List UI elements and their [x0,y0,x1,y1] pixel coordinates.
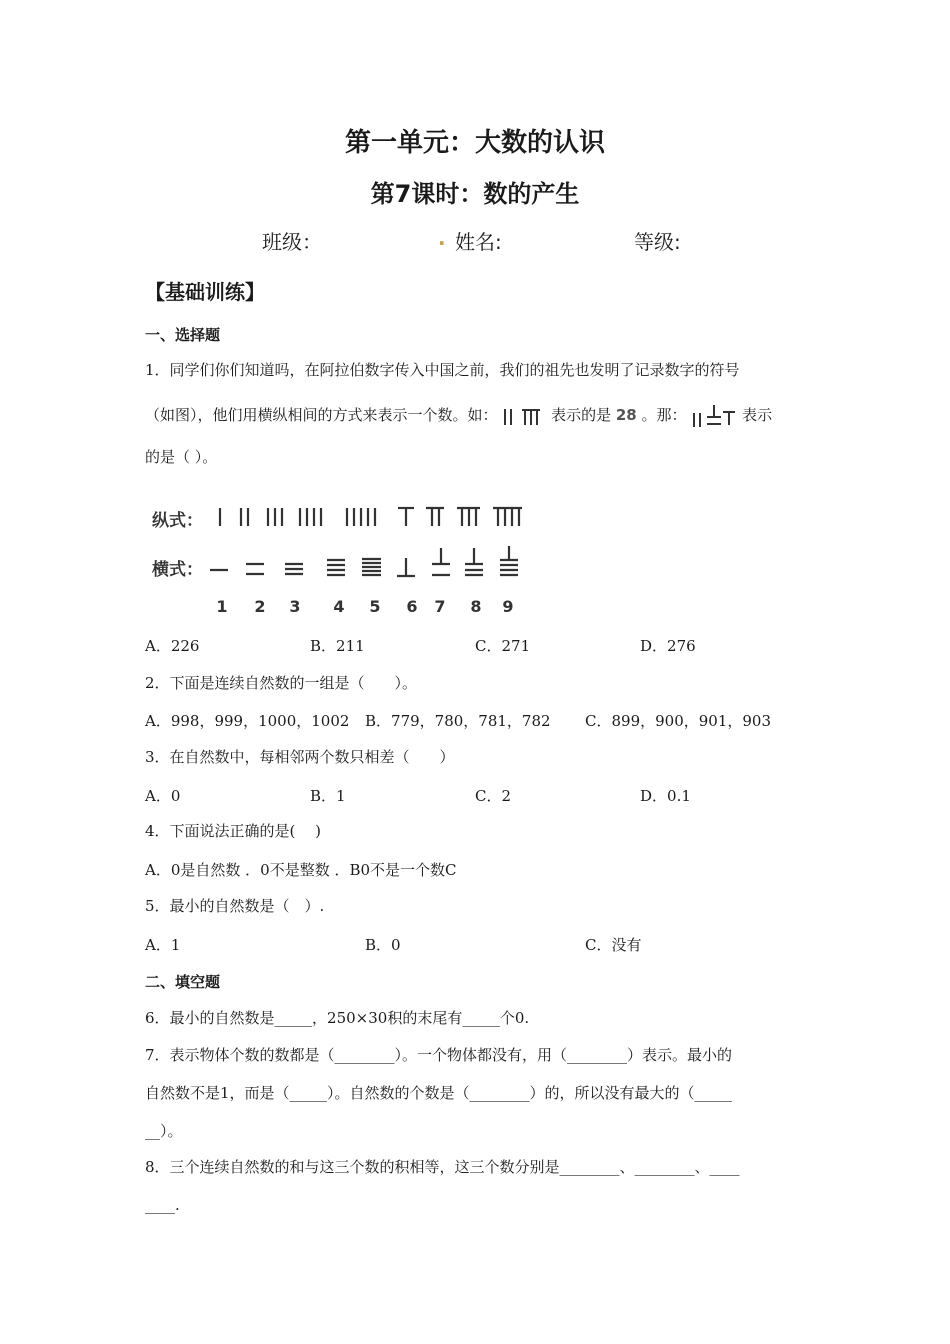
q1-line1: 1．同学们你们知道吗，在阿拉伯数字传入中国之前，我们的祖先也发明了记录数字的符号 [145,361,740,379]
q1-option-c[interactable]: C．271 [475,637,531,655]
q2-text: 2．下面是连续自然数的一组是（ ）。 [145,674,418,692]
rod-numeral-question-icon [691,403,737,429]
separator-dot: . [438,226,446,250]
name-label: 姓名: [455,230,502,254]
digit-label: 7 [434,597,446,616]
q3-option-a[interactable]: A．0 [145,787,181,805]
digit-label: 8 [470,597,482,616]
q8-line1: 8．三个连续自然数的和与这三个数的积相等，这三个数分别是________、________、____ [145,1158,740,1176]
grade-label: 等级: [634,230,681,254]
q8-line2: ____. [145,1196,180,1214]
page-title: 第一单元：大数的认识 [344,128,605,158]
rod-numeral-28-icon [502,406,546,426]
q5-option-c[interactable]: C．没有 [585,936,642,954]
q1-line2-d: 表示 [742,406,773,424]
digit-label: 6 [406,597,418,616]
q3-option-b[interactable]: B．1 [310,787,346,805]
horizontal-rods [210,546,518,576]
q7-line3: __）。 [145,1122,183,1140]
lesson-subtitle: 第7课时：数的产生 [370,180,580,208]
q3-text: 3．在自然数中，每相邻两个数只相差（ ） [145,748,455,766]
choice-heading: 一、选择题 [145,326,221,344]
vertical-label: 纵式： [152,511,203,531]
q1-option-a[interactable]: A．226 [145,637,200,655]
q1-line2-c: 。那： [641,406,687,424]
horizontal-label: 横式： [152,560,203,580]
q1-option-b[interactable]: B．211 [310,637,365,655]
class-label: 班级： [262,230,322,254]
q5-option-b[interactable]: B．0 [365,936,401,954]
q2-option-b[interactable]: B．779，780，781，782 [365,712,551,730]
example-value: 28 [615,406,637,424]
q1-line2-a: （如图），他们用横纵相间的方式来表示一个数。如： [145,406,498,424]
q1-line2 [145,403,772,429]
fill-blank-heading: 二、填空题 [145,973,221,991]
q5-option-a[interactable]: A．1 [145,936,181,954]
digit-labels [216,597,513,616]
q7-line2: 自然数不是1，而是（_____）。自然数的个数是（________）的，所以没有最大的（_____ [145,1084,733,1102]
q1-line2-b: 表示的是 [551,406,612,424]
q7-line1: 7．表示物体个数的数都是（________）。一个物体都没有，用（________）表示。最小的 [145,1046,733,1064]
q2-option-a[interactable]: A．998，999，1000，1002 [145,712,350,730]
q4-options[interactable]: A．0是自然数 ．0不是整数 ．B0不是一个数C [145,861,457,879]
q4-text: 4．下面说法正确的是( ) [145,822,322,840]
q5-text: 5．最小的自然数是（ ）. [145,897,325,915]
digit-label: 9 [502,597,514,616]
q1-line3: 的是（ ）。 [145,448,218,466]
digit-label: 1 [216,597,228,616]
q3-option-c[interactable]: C．2 [475,787,512,805]
digit-label: 4 [333,597,345,616]
q2-option-c[interactable]: C．899，900，901，903 [585,712,771,730]
q1-option-d[interactable]: D．276 [640,637,696,655]
q6-text: 6．最小的自然数是_____，250×30积的末尾有_____个0. [145,1009,530,1027]
digit-label: 5 [369,597,381,616]
section-basic-training: 【基础训练】 [145,280,265,304]
digit-label: 3 [289,597,301,616]
q3-option-d[interactable]: D．0.1 [640,787,691,805]
rod-numeral-chart [150,498,530,620]
vertical-rods [220,508,522,526]
digit-label: 2 [254,597,266,616]
